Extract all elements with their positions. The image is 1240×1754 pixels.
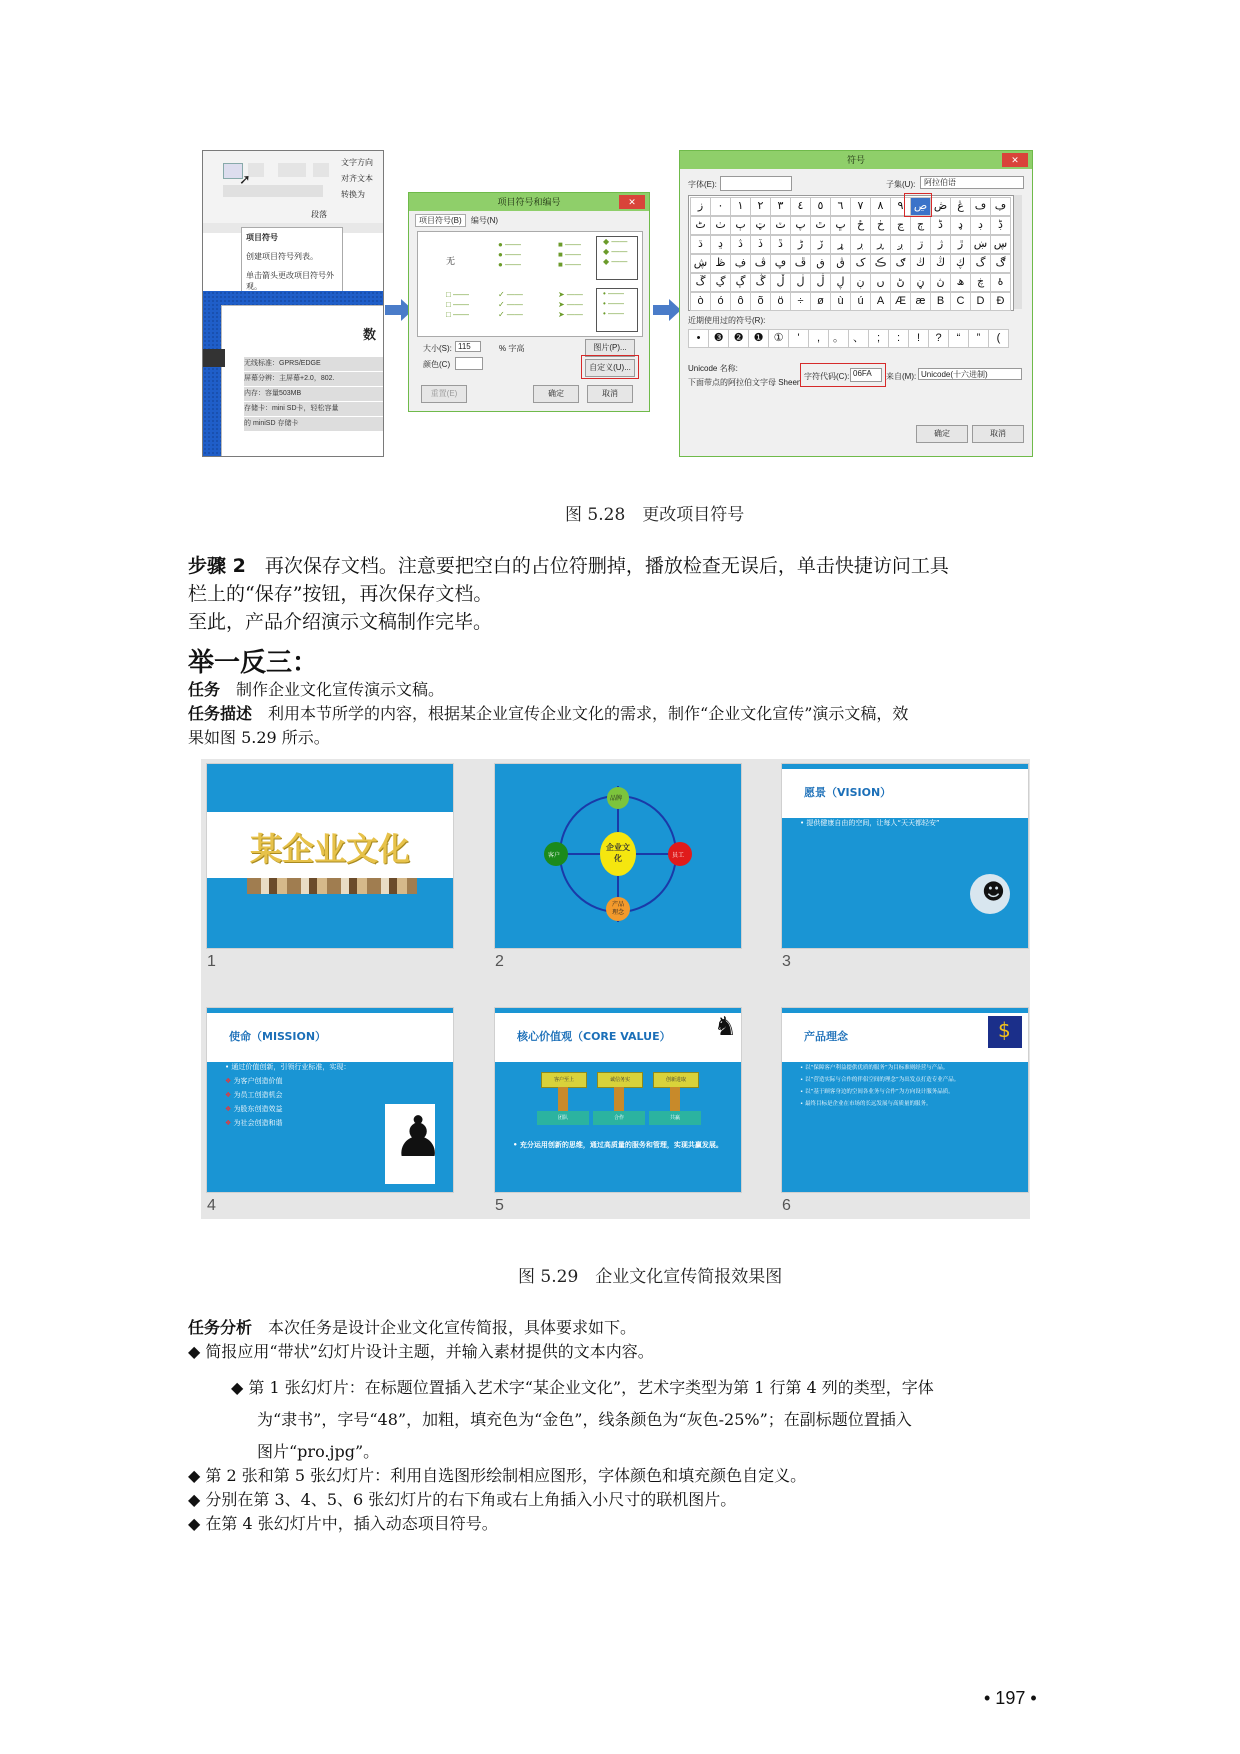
symbol-cell[interactable]: D bbox=[970, 292, 991, 311]
slide-list-item: 屏幕分辨：主屏幕+2.0，802. bbox=[244, 372, 384, 386]
symbol-cell[interactable]: ښ bbox=[970, 235, 991, 254]
slide-5-number: 5 bbox=[495, 1197, 504, 1214]
subset-select[interactable]: 阿拉伯语 bbox=[920, 176, 1024, 189]
convert-label[interactable]: 转换为 bbox=[341, 190, 365, 199]
symbol-cell[interactable]: ڀ bbox=[830, 216, 851, 235]
sub-bullet-line1: 第 1 张幻灯片：在标题位置插入艺术字“某企业文化”，艺术字类型为第 1 行第 4 列的类型，字体 bbox=[248, 1378, 934, 1397]
recent-symbol-cell[interactable]: ❶ bbox=[748, 329, 769, 348]
symbol-cell[interactable]: ڐ bbox=[770, 235, 791, 254]
align-buttons[interactable] bbox=[223, 185, 323, 197]
color-picker[interactable] bbox=[455, 357, 483, 370]
symbol-cell[interactable]: ز bbox=[690, 197, 711, 216]
animated-bullet-icon: ❖ bbox=[225, 1119, 234, 1127]
slide-body-line: • 通过价值创新，引领行业标准，实现： bbox=[225, 1063, 351, 1071]
bullet-dots-style[interactable]: ● —— ● —— ● —— bbox=[498, 240, 522, 269]
slide-title: 数 bbox=[362, 327, 376, 342]
animated-bullet-icon: ❖ bbox=[225, 1105, 234, 1113]
symbol-cell[interactable]: ڮ bbox=[950, 254, 971, 273]
slide-content bbox=[221, 305, 384, 457]
symbol-cell[interactable]: Æ bbox=[890, 292, 911, 311]
recent-symbol-cell[interactable]: ' bbox=[788, 329, 809, 348]
selected-symbol-highlight bbox=[904, 193, 932, 217]
symbol-cell[interactable]: ڒ bbox=[810, 235, 831, 254]
figure-529-caption: 图 5.29 企业文化宣传简报效果图 bbox=[518, 1267, 783, 1287]
symbol-cell[interactable]: ں bbox=[870, 273, 891, 292]
wordart-title: 某企业文化 bbox=[249, 830, 410, 868]
symbol-cell[interactable]: ú bbox=[850, 292, 871, 311]
symbol-cell[interactable]: ڗ bbox=[910, 235, 931, 254]
page-number: • 197 • bbox=[984, 1688, 1037, 1708]
dollar-icon: $ bbox=[998, 1018, 1011, 1042]
symbol-cell[interactable]: ڂ bbox=[870, 216, 891, 235]
symbol-cell[interactable]: ٩ bbox=[890, 197, 911, 216]
slide-body-line: • 以“基于顾客身边的空间各业务与合作”为方向设计服务品质。 bbox=[800, 1089, 954, 1095]
symbol-cell[interactable]: ڣ bbox=[730, 254, 751, 273]
step2-line2: 栏上的“保存”按钮，再次保存文档。 bbox=[188, 583, 493, 605]
analysis-bullet bbox=[188, 1488, 736, 1512]
base-box bbox=[537, 1111, 589, 1125]
indent-button[interactable] bbox=[278, 163, 306, 177]
dialog-tabs bbox=[415, 215, 501, 226]
step2-paragraph bbox=[188, 552, 1048, 636]
slide-2-thumbnail[interactable] bbox=[494, 763, 742, 949]
symbol-cell[interactable]: ڼ bbox=[910, 273, 931, 292]
recent-symbol-cell[interactable]: ! bbox=[908, 329, 929, 348]
slide-list-item: 无线标准：GPRS/EDGE bbox=[244, 357, 384, 371]
diamond-bullet-icon: ◆ bbox=[188, 1490, 206, 1509]
symbol-cell[interactable]: ٦ bbox=[830, 197, 851, 216]
analysis-sub-bullet bbox=[231, 1372, 1051, 1468]
symbol-cell[interactable]: ڧ bbox=[810, 254, 831, 273]
slide-list-item: 存储卡：mini SD卡，轻松容量 bbox=[244, 402, 384, 416]
symbol-cell[interactable]: ÷ bbox=[790, 292, 811, 311]
analysis-bullet bbox=[188, 1512, 498, 1536]
tooltip-line2: 单击箭头更改项目符号外观。 bbox=[246, 271, 334, 291]
center-node-label: 企业文化 bbox=[606, 843, 630, 863]
close-icon[interactable]: ✕ bbox=[619, 195, 645, 209]
bullets-dialog bbox=[408, 192, 650, 412]
bottom-node-label: 产品理念 bbox=[611, 901, 624, 916]
slide-gallery bbox=[201, 759, 1030, 1219]
recent-symbol-cell[interactable]: ( bbox=[988, 329, 1009, 348]
diamond-bullet-icon: ◆ bbox=[188, 1342, 206, 1361]
symbol-cell[interactable]: ٿ bbox=[810, 216, 831, 235]
slide-area bbox=[203, 291, 383, 456]
symbol-cell[interactable]: ٻ bbox=[730, 216, 751, 235]
customize-highlight bbox=[581, 355, 639, 379]
symbol-cell[interactable]: A bbox=[870, 292, 891, 311]
symbol-cell[interactable]: ک bbox=[850, 254, 871, 273]
symbol-cell[interactable]: ڥ bbox=[770, 254, 791, 273]
symbol-cell[interactable]: ڱ bbox=[690, 273, 711, 292]
bullet-none[interactable]: 无 bbox=[446, 256, 456, 266]
grid-scrollbar[interactable] bbox=[1014, 195, 1022, 309]
symbol-dialog-titlebar bbox=[680, 151, 1032, 169]
analysis-bullet-text: 分别在第 3、4、5、6 张幻灯片的右下角或右上角插入小尺寸的联机图片。 bbox=[205, 1490, 737, 1509]
symbol-cell[interactable]: ھ bbox=[950, 273, 971, 292]
slide-6-thumbnail[interactable] bbox=[781, 1007, 1029, 1193]
analysis-bullet bbox=[188, 1340, 654, 1364]
symbol-cell[interactable]: ô bbox=[730, 292, 751, 311]
value-box bbox=[597, 1072, 643, 1088]
symbol-cell[interactable]: ړ bbox=[830, 235, 851, 254]
symbol-cell[interactable]: B bbox=[930, 292, 951, 311]
symbol-cell[interactable]: ١ bbox=[730, 197, 751, 216]
tab-bullets[interactable]: 项目符号(B) bbox=[415, 214, 466, 227]
symbol-cell[interactable]: ڭ bbox=[930, 254, 951, 273]
tooltip-line1: 创建项目符号列表。 bbox=[246, 252, 318, 261]
symbol-cell[interactable]: ڷ bbox=[810, 273, 831, 292]
symbol-cell[interactable]: ٠ bbox=[710, 197, 731, 216]
slide-bullet-item bbox=[225, 1074, 350, 1088]
symbol-cell[interactable]: ڊ bbox=[970, 216, 991, 235]
symbol-cell[interactable]: ù bbox=[830, 292, 851, 311]
symbol-cell[interactable]: ڻ bbox=[890, 273, 911, 292]
value-box-label: 诚信务实 bbox=[609, 1077, 630, 1083]
person-icon: ♟ bbox=[393, 1105, 444, 1170]
symbol-cell[interactable]: ګ bbox=[890, 254, 911, 273]
reset-button[interactable]: 重置(E) bbox=[421, 385, 467, 403]
symbol-cell[interactable]: Đ bbox=[990, 292, 1011, 311]
cancel-button[interactable]: 取消 bbox=[587, 385, 633, 403]
diamond-bullet-icon: ◆ bbox=[188, 1514, 206, 1533]
pillar bbox=[670, 1087, 680, 1111]
bullet-arrow-style[interactable]: ➤ —— ➤ —— ➤ —— bbox=[558, 290, 583, 319]
bullets-dialog-title: 项目符号和编号 bbox=[497, 197, 561, 207]
symbol-cell[interactable]: ڔ bbox=[850, 235, 871, 254]
subset-label: 子集(U): bbox=[886, 180, 916, 189]
symbol-cell[interactable]: ڪ bbox=[870, 254, 891, 273]
recent-symbol-cell[interactable]: • bbox=[688, 329, 709, 348]
symbol-cell[interactable]: ٨ bbox=[870, 197, 891, 216]
left-node-label: 客户 bbox=[548, 852, 561, 859]
value-box-label: 客户至上 bbox=[553, 1077, 574, 1083]
font-label: 字体(E): bbox=[688, 180, 717, 189]
symbol-grid bbox=[688, 195, 1014, 311]
analysis-text: 本次任务是设计企业文化宣传简报，具体要求如下。 bbox=[252, 1318, 637, 1337]
symbol-cell[interactable]: ڰ bbox=[990, 254, 1011, 273]
animated-bullet-icon: ❖ bbox=[225, 1077, 234, 1085]
symbol-dialog bbox=[679, 150, 1033, 457]
slide-3-thumbnail[interactable] bbox=[781, 763, 1029, 949]
close-icon[interactable]: ✕ bbox=[1002, 153, 1028, 167]
size-label: 大小(S): bbox=[423, 344, 452, 353]
symbol-cell[interactable]: ڤ bbox=[750, 254, 771, 273]
symbol-cell[interactable]: ٧ bbox=[850, 197, 871, 216]
symbol-cell[interactable]: ڴ bbox=[750, 273, 771, 292]
tab-numbering[interactable]: 编号(N) bbox=[470, 216, 499, 225]
tooltip-title: 项目符号 bbox=[246, 233, 278, 242]
slide-1-number: 1 bbox=[207, 953, 216, 970]
unicode-name-label: Unicode 名称: bbox=[688, 364, 738, 373]
symbol-cell[interactable]: ڡ bbox=[970, 197, 991, 216]
symbol-cell[interactable]: ڹ bbox=[850, 273, 871, 292]
symbol-cell[interactable]: ٹ bbox=[690, 216, 711, 235]
sub-bullet-line2: 为“隶书”，字号“48”，加粗，填充色为“金色”，线条颜色为“灰色-25%”；在副标题位置插入 bbox=[257, 1410, 912, 1429]
pro-picture bbox=[247, 878, 417, 894]
base-box bbox=[593, 1111, 645, 1125]
bullet-gallery bbox=[417, 231, 643, 337]
ok-button[interactable]: 确定 bbox=[916, 425, 968, 443]
bullet-diamonds-style[interactable]: ◆ —— ◆ —— ◆ —— bbox=[596, 236, 638, 280]
figure-528-caption: 图 5.28 更改项目符号 bbox=[565, 505, 745, 525]
size-unit: % 字高 bbox=[499, 344, 525, 353]
slide-4-thumbnail[interactable] bbox=[206, 1007, 454, 1193]
symbol-cell[interactable]: ڞ bbox=[930, 197, 951, 216]
analysis-bullet-text: 第 2 张和第 5 张幻灯片：利用自选图形绘制相应图形，字体颜色和填充颜色自定义。 bbox=[205, 1466, 807, 1485]
analysis-bullet-text: 简报应用“带状”幻灯片设计主题，并输入素材提供的文本内容。 bbox=[205, 1342, 654, 1361]
slide-bullet-item bbox=[225, 1116, 350, 1130]
symbol-cell[interactable]: ڌ bbox=[690, 235, 711, 254]
section-heading: 举一反三： bbox=[188, 648, 319, 678]
sub-bullet-line3: 图片“pro.jpg”。 bbox=[257, 1442, 380, 1461]
task-text: 制作企业文化宣传演示文稿。 bbox=[220, 680, 445, 699]
slide-bullet-text: 为员工创造机会 bbox=[233, 1091, 283, 1099]
slide-bullet-item bbox=[225, 1088, 350, 1102]
task-label: 任务 bbox=[188, 680, 221, 699]
slide-bullet-text: 为股东创造效益 bbox=[233, 1105, 283, 1113]
slide-4-number: 4 bbox=[207, 1197, 216, 1214]
bullet-check-style[interactable]: ✓ —— ✓ —— ✓ —— bbox=[498, 290, 523, 319]
symbol-cell[interactable]: ۀ bbox=[990, 273, 1011, 292]
slide-list-item: 的 miniSD 存储卡 bbox=[244, 417, 384, 431]
symbol-cell[interactable]: ڈ bbox=[930, 216, 951, 235]
customize-button[interactable]: 自定义(U)... bbox=[585, 359, 635, 377]
symbol-cell[interactable]: ڿ bbox=[970, 273, 991, 292]
ok-button[interactable]: 确定 bbox=[533, 385, 579, 403]
symbol-cell[interactable]: ڃ bbox=[890, 216, 911, 235]
slide-1-thumbnail[interactable] bbox=[206, 763, 454, 949]
task-block bbox=[188, 678, 1048, 750]
cursor-icon: ➚ bbox=[239, 171, 251, 187]
analysis-line bbox=[188, 1316, 1048, 1340]
analysis-label: 任务分析 bbox=[188, 1318, 253, 1337]
from-label: 来自(M): bbox=[886, 372, 917, 381]
recent-symbol-cell[interactable]: ; bbox=[868, 329, 889, 348]
picture-button[interactable]: 图片(P)... bbox=[585, 339, 635, 357]
symbol-cell[interactable]: ڬ bbox=[910, 254, 931, 273]
pillar bbox=[614, 1087, 624, 1111]
person-icon: ☻ bbox=[982, 880, 1005, 905]
clipart-figure bbox=[988, 1016, 1022, 1048]
symbol-cell[interactable]: ڏ bbox=[750, 235, 771, 254]
symbol-cell[interactable]: ژ bbox=[930, 235, 951, 254]
slide-body: • 充分运用创新的思维，通过高质量的服务和管理，实现共赢发展。 bbox=[513, 1141, 723, 1149]
slide-bullet-text: 为客户创造价值 bbox=[233, 1077, 283, 1085]
symbol-cell[interactable]: ڎ bbox=[730, 235, 751, 254]
recent-symbol-cell[interactable]: ① bbox=[768, 329, 789, 348]
unicode-name-value: 下面带点的阿拉伯文字母 Sheen bbox=[688, 378, 802, 387]
recent-symbol-cell[interactable]: ” bbox=[968, 329, 989, 348]
slide-body-line: • 以“营造实际与合作的伴侣空间的理念”为出发点打造专业产品。 bbox=[800, 1077, 960, 1083]
bullet-hollow-style[interactable]: □ —— □ —— □ —— bbox=[446, 290, 470, 319]
char-code-label: 字符代码(C): bbox=[804, 372, 850, 381]
bullet-small-style[interactable]: • —— • —— • —— bbox=[596, 288, 638, 332]
symbol-cell[interactable]: ڨ bbox=[830, 254, 851, 273]
base-box bbox=[649, 1111, 701, 1125]
symbol-cell[interactable]: ڄ bbox=[910, 216, 931, 235]
paragraph-group-label: 段落 bbox=[311, 210, 327, 219]
symbol-cell[interactable]: ڵ bbox=[770, 273, 791, 292]
bullet-squares-style[interactable]: ■ —— ■ —— ■ —— bbox=[558, 240, 582, 269]
symbol-cell[interactable]: ڽ bbox=[930, 273, 951, 292]
slide-bullet-text: 为社会创造和谐 bbox=[233, 1119, 283, 1127]
task-desc-line2: 果如图 5.29 所示。 bbox=[188, 728, 330, 747]
pillar bbox=[558, 1087, 568, 1111]
recent-symbols bbox=[688, 329, 1018, 351]
slide-body-line: • 最终目标是企业在市场的长远发展与高质量的服务。 bbox=[800, 1101, 932, 1107]
char-code-highlight bbox=[800, 363, 886, 387]
slide-body bbox=[225, 1060, 350, 1130]
symbol-cell[interactable]: ڛ bbox=[990, 235, 1011, 254]
step2-line1: 再次保存文档。注意要把空白的占位符删掉，播放检查无误后，单击快捷访问工具 bbox=[245, 555, 949, 577]
task-desc-line1: 利用本节所学的内容，根据某企业宣传企业文化的需求，制作“企业文化宣传”演示文稿，效 bbox=[252, 704, 909, 723]
step2-label: 步骤 2 bbox=[188, 555, 246, 577]
base-box-label: 团队 bbox=[557, 1115, 568, 1121]
symbol-cell[interactable]: ڙ bbox=[950, 235, 971, 254]
recent-symbol-cell[interactable]: ? bbox=[928, 329, 949, 348]
recent-symbol-cell[interactable]: 。 bbox=[828, 329, 849, 348]
size-input[interactable]: 115 bbox=[455, 341, 481, 352]
ribbon-bar bbox=[203, 151, 383, 224]
analysis-bullet bbox=[188, 1464, 806, 1488]
slide-3-number: 3 bbox=[782, 953, 791, 970]
slide-body bbox=[800, 1064, 1010, 1109]
value-box bbox=[541, 1072, 587, 1088]
step2-line3: 至此，产品介绍演示文稿制作完毕。 bbox=[188, 611, 493, 633]
recent-symbol-cell[interactable]: : bbox=[888, 329, 909, 348]
symbol-cell[interactable]: æ bbox=[910, 292, 931, 311]
slide-title: 愿景（VISION） bbox=[804, 786, 892, 799]
handle[interactable] bbox=[203, 349, 225, 367]
cancel-button[interactable]: 取消 bbox=[972, 425, 1024, 443]
symbol-cell[interactable]: ٤ bbox=[790, 197, 811, 216]
text-direction-label[interactable]: 文字方向 bbox=[341, 158, 373, 167]
recent-symbol-cell[interactable]: “ bbox=[948, 329, 969, 348]
recent-symbol-cell[interactable]: 、 bbox=[848, 329, 869, 348]
symbol-cell[interactable]: õ bbox=[750, 292, 771, 311]
symbol-cell[interactable]: پ bbox=[790, 216, 811, 235]
symbol-cell[interactable]: ٣ bbox=[770, 197, 791, 216]
symbol-cell[interactable]: ö bbox=[770, 292, 791, 311]
slide-body: • 提供健康自由的空间，让每人“天天都轻安” bbox=[800, 819, 940, 827]
symbol-cell[interactable]: ڜ bbox=[690, 254, 711, 273]
symbol-cell[interactable]: گ bbox=[970, 254, 991, 273]
symbol-cell[interactable]: ڸ bbox=[830, 273, 851, 292]
slide-list-item: 内存：容量503MB bbox=[244, 387, 384, 401]
symbol-cell[interactable]: ò bbox=[690, 292, 711, 311]
symbol-dialog-title: 符号 bbox=[846, 155, 865, 165]
recent-symbol-cell[interactable]: , bbox=[808, 329, 829, 348]
task-desc-label: 任务描述 bbox=[188, 704, 253, 723]
clipart-person bbox=[385, 1104, 444, 1184]
person-icon: ♞ bbox=[713, 1012, 737, 1042]
symbol-cell[interactable]: ó bbox=[710, 292, 731, 311]
symbol-cell[interactable]: ٥ bbox=[810, 197, 831, 216]
slide-title: 核心价值观（CORE VALUE） bbox=[517, 1030, 671, 1043]
align-text-label[interactable]: 对齐文本 bbox=[341, 174, 373, 183]
bullets-dialog-titlebar bbox=[409, 193, 649, 211]
recent-symbol-cell[interactable]: ❸ bbox=[708, 329, 729, 348]
symbol-cell[interactable]: ټ bbox=[750, 216, 771, 235]
symbol-cell[interactable]: ø bbox=[810, 292, 831, 311]
recent-label: 近期使用过的符号(R): bbox=[688, 316, 766, 325]
char-code-input[interactable]: 06FA bbox=[850, 368, 882, 382]
linespacing-button[interactable] bbox=[313, 163, 329, 177]
symbol-cell[interactable]: ڲ bbox=[710, 273, 731, 292]
symbol-cell[interactable]: ڢ bbox=[990, 197, 1011, 216]
animated-bullet-icon: ❖ bbox=[225, 1091, 234, 1099]
base-box-label: 合作 bbox=[613, 1115, 624, 1121]
slide-body-line: • 以“保障客户利益提供优质的服务”为目标准则经营与产品。 bbox=[800, 1065, 949, 1071]
font-select[interactable] bbox=[720, 176, 792, 191]
clipart-figure bbox=[970, 874, 1010, 914]
from-select[interactable]: Unicode(十六进制) bbox=[918, 368, 1022, 380]
symbol-cell[interactable]: ٢ bbox=[750, 197, 771, 216]
symbol-cell[interactable]: C bbox=[950, 292, 971, 311]
slide-title: 产品理念 bbox=[804, 1030, 848, 1043]
analysis-bullet-text: 在第 4 张幻灯片中，插入动态项目符号。 bbox=[205, 1514, 498, 1533]
symbol-cell[interactable]: ٽ bbox=[770, 216, 791, 235]
symbol-cell[interactable]: ڠ bbox=[950, 197, 971, 216]
top-node-label: 品牌 bbox=[610, 795, 623, 802]
recent-symbol-cell[interactable]: ❷ bbox=[728, 329, 749, 348]
diamond-bullet-icon: ◆ bbox=[188, 1466, 206, 1485]
clipart-figure bbox=[714, 1012, 737, 1042]
ribbon-screenshot bbox=[202, 150, 384, 457]
symbol-cell[interactable]: ڝ bbox=[910, 197, 931, 216]
value-box bbox=[653, 1072, 699, 1088]
symbol-cell[interactable]: ڍ bbox=[710, 235, 731, 254]
slide-6-number: 6 bbox=[782, 1197, 791, 1214]
symbol-cell[interactable]: ٺ bbox=[710, 216, 731, 235]
right-node-label: 员工 bbox=[672, 852, 685, 859]
slide-2-number: 2 bbox=[495, 953, 504, 970]
symbol-cell[interactable]: ڦ bbox=[790, 254, 811, 273]
symbol-cell[interactable]: ځ bbox=[850, 216, 871, 235]
value-box-label: 创新进取 bbox=[665, 1077, 686, 1083]
symbol-cell[interactable]: ڑ bbox=[790, 235, 811, 254]
slide-list bbox=[244, 356, 384, 432]
slide-title: 使命（MISSION） bbox=[229, 1030, 327, 1043]
color-label: 颜色(C) bbox=[423, 360, 451, 369]
symbol-cell[interactable]: ڟ bbox=[710, 254, 731, 273]
symbol-cell[interactable]: ڋ bbox=[990, 216, 1011, 235]
symbol-cell[interactable]: ڳ bbox=[730, 273, 751, 292]
symbol-cell[interactable]: ږ bbox=[890, 235, 911, 254]
slide-5-thumbnail[interactable] bbox=[494, 1007, 742, 1193]
symbol-cell[interactable]: ڶ bbox=[790, 273, 811, 292]
slide-bullet-item bbox=[225, 1102, 350, 1116]
symbol-cell[interactable]: ډ bbox=[950, 216, 971, 235]
base-box-label: 共赢 bbox=[669, 1115, 680, 1121]
diamond-bullet-icon: ◆ bbox=[231, 1378, 249, 1397]
symbol-cell[interactable]: ڕ bbox=[870, 235, 891, 254]
